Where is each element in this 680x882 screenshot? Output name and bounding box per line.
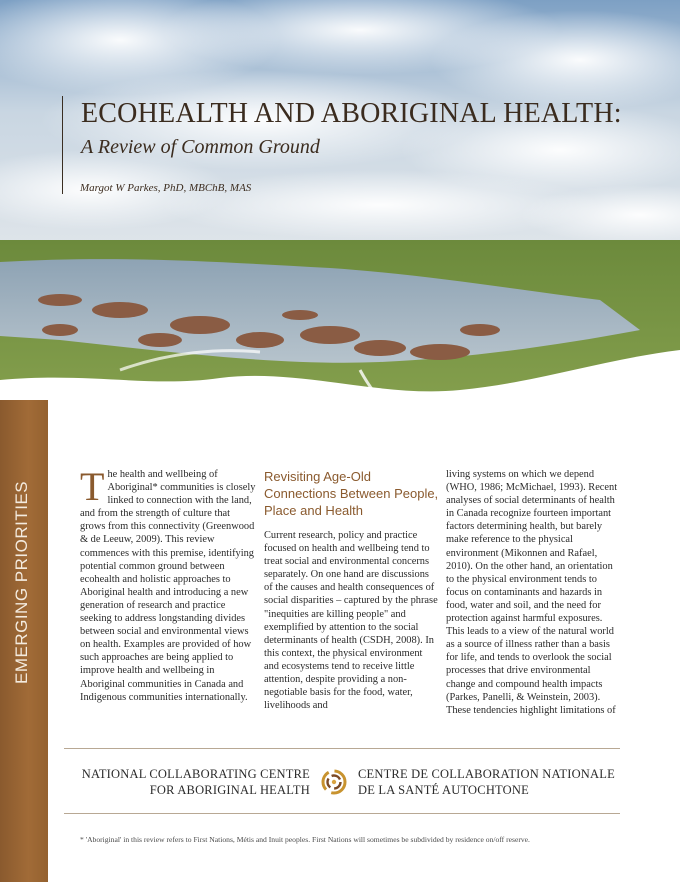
title-block: [62, 96, 671, 194]
section-heading: Revisiting Age-Old Connections Between People, Place and Health: [264, 469, 439, 518]
footnote: * 'Aboriginal' in this review refers to First Nations, Métis and Inuit peoples. First Nations will sometimes be subdivided by residence on/off reserve.: [80, 835, 530, 844]
org-name-french-line1: CENTRE DE COLLABORATION NATIONALE: [358, 767, 615, 781]
org-name-english-line2: FOR ABORIGINAL HEALTH: [149, 783, 310, 797]
divider: [64, 748, 620, 749]
sidebar-label: [12, 648, 32, 684]
org-name-french: [358, 766, 638, 798]
document-title: ECOHEALTH AND ABORIGINAL HEALTH:: [81, 98, 622, 129]
divider: [64, 813, 620, 814]
section-paragraph: Current research, policy and practice focused on health and wellbeing tend to treat social and environmental concerns separately. On one hand are discussions of the causes and health consequences of social disparities – captured by the phrase "inequities are killing people" and exemplified by attention to the social determinants of health (CSDH, 2008). In this context, the physical environment and ecosystems tend to receive little attention, despite providing a non-negotiable basis for the food, water, livelihoods and: [264, 530, 438, 712]
hero-landscape-image: [0, 0, 680, 440]
body-column-1: [80, 464, 256, 704]
org-name-english: [70, 766, 310, 798]
document-subtitle: A Review of Common Ground: [81, 136, 320, 158]
org-name-french-line2: DE LA SANTÉ AUTOCHTONE: [358, 783, 529, 797]
nccah-logo-icon: [318, 766, 350, 798]
intro-paragraph: he health and wellbeing of Aboriginal* communities is closely linked to connection with the land, and from the strength of culture that grows from this connectivity (Greenwood & de Leeuw, 2009). This review commences with this premise, identifying potential common ground between ecohealth and holistic approaches to Aboriginal health and introducing a new generation of research and practice seeking to address longstanding divides between social and environmental views on health. Examples are provided of how such approaches are being applied to improve health and wellbeing in Aboriginal communities in Canada and Indigenous communities internationally.: [80, 469, 256, 703]
body-column-2: [264, 468, 440, 712]
landscape-illustration: [0, 0, 680, 440]
author-line: Margot W Parkes, PhD, MBChB, MAS: [80, 182, 252, 194]
drop-cap: T: [80, 464, 105, 509]
org-name-english-line1: NATIONAL COLLABORATING CENTRE: [81, 767, 310, 781]
body-column-3: [446, 468, 622, 717]
continued-paragraph: living systems on which we depend (WHO, 1986; McMichael, 1993). Recent analyses of social determinants of health in Canada recognize fourteen important factors determining health, but barely make reference to the physical environment (Mikonnen and Rafael, 2010). On the other hand, an orientation to the physical environment tends to focus on contaminants and hazards in food, water and soil, and the need for protection against harmful exposures. This leads to a view of the natural world as a source of illness rather than a basis for life, and tends to overlook the social processes that drive environmental change and compound health impacts (Parkes, Panelli, & Weinstein, 2003). These tendencies highlight limitations of: [446, 469, 618, 716]
